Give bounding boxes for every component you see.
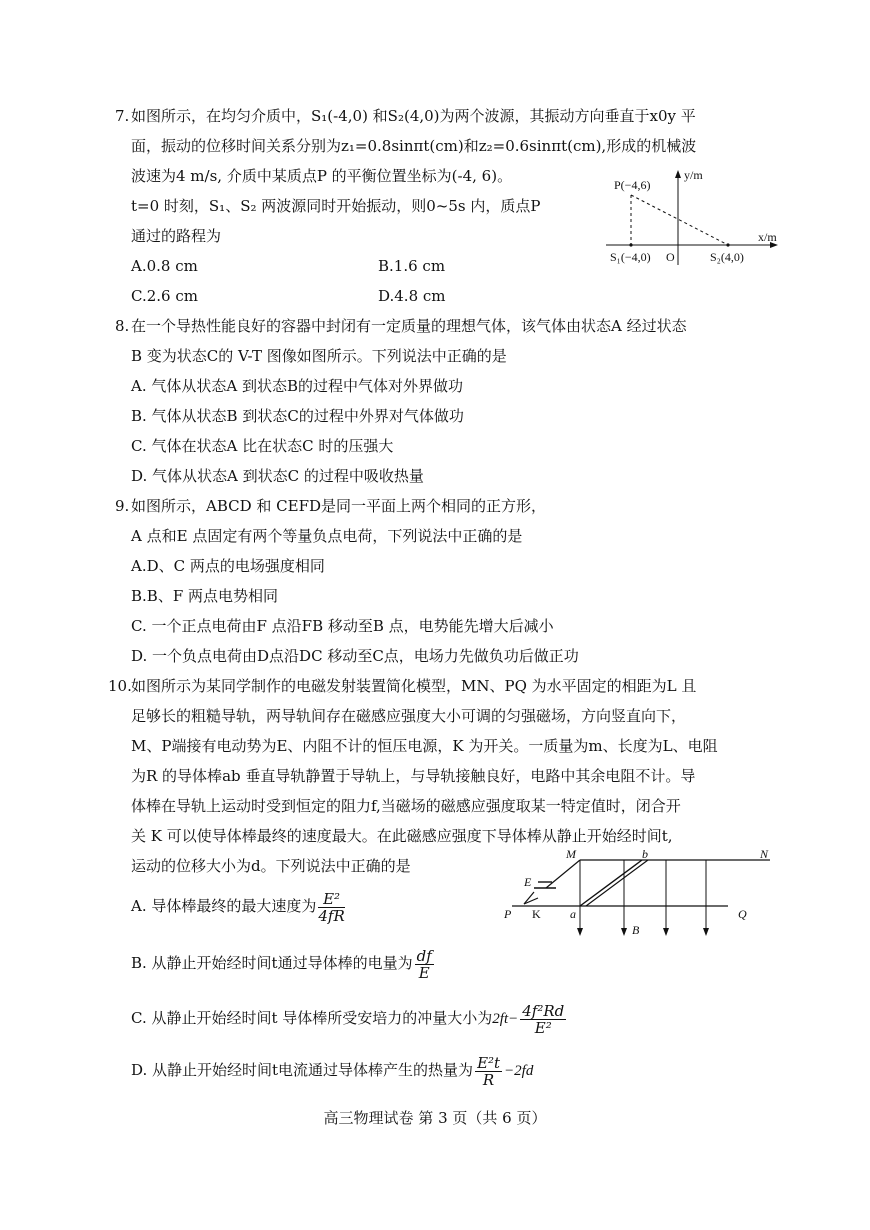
q10-option-a-text: A. 导体棒最终的最大速度为 [131,897,317,915]
q10-text-line-4: 为R 的导体棒ab 垂直导轨静置于导轨上，与导轨接触良好，电路中其余电阻不计。导 [131,767,696,785]
q10-option-d-numerator: E²t [477,1053,501,1072]
q10-label-b: b [642,847,648,861]
q7-text-line-1: 如图所示，在均匀介质中，S₁(-4,0) 和S₂(4,0)为两个波源，其振动方向垂直于x0y 平 [131,107,696,125]
q10-option-b-denominator: E [418,963,430,982]
q7-point-p-label: P(−4,6) [614,178,651,192]
q7-origin-label: O [666,250,675,264]
q10-option-c [131,1000,568,1037]
question-9-number: 9. [115,497,130,515]
q7-option-d: D.4.8 cm [378,287,446,305]
q10-label-a: a [570,907,576,921]
q10-option-a-denominator: 4fR [318,906,345,925]
q10-label-n: N [760,847,769,861]
q10-text-line-5: 体棒在导轨上运动时受到恒定的阻力f,当磁场的磁感应强度取某一特定值时，闭合开 [131,797,681,815]
q10-text-line-2: 足够长的粗糙导轨，两导轨间存在磁感应强度大小可调的匀强磁场，方向竖直向下， [131,707,687,725]
question-10-number: 10. [108,677,132,695]
q7-text-line-5: 通过的路程为 [131,227,222,245]
q10-option-c-numerator: 4f²Rd [522,1001,565,1020]
q7-text-line-2: 面，振动的位移时间关系分别为z₁=0.8sinπt(cm)和z₂=0.6sinπt(cm),形成的机械波 [131,137,697,155]
q9-option-b: B.B、F 两点电势相同 [131,587,278,605]
q10-rail-diagram [498,846,788,946]
q7-s1-label: S₁(−4,0) [610,250,651,264]
q10-label-m: M [566,847,576,861]
question-8-number: 8. [115,317,130,335]
q10-label-field-b: B [632,923,640,937]
q8-option-a: A. 气体从状态A 到状态B的过程中气体对外界做功 [131,377,463,395]
q10-text-line-3: M、P端接有电动势为E、内阻不计的恒压电源，K 为开关。一质量为m、长度为L、电阻 [131,737,718,755]
q7-text-line-3: 波速为4 m/s, 介质中某质点P 的平衡位置坐标为(-4, 6)。 [131,167,513,185]
q10-label-e: E [524,875,532,889]
q10-option-d-suffix: −2fd [504,1063,534,1079]
question-7-number: 7. [115,107,130,125]
q7-x-axis-label: x/m [758,230,777,244]
q8-option-c: C. 气体在状态A 比在状态C 时的压强大 [131,437,394,455]
q10-label-k: K [532,907,541,921]
q10-option-a-fraction [318,891,344,924]
q7-s2-label: S₂(4,0) [710,250,744,264]
q8-option-d: D. 气体从状态A 到状态C 的过程中吸收热量 [131,467,424,485]
q10-option-b-text: B. 从静止开始经时间t通过导体棒的电量为 [131,954,413,972]
q9-text-line-2: A 点和E 点固定有两个等量负点电荷，下列说法中正确的是 [131,527,523,545]
q9-option-d: D. 一个负点电荷由D点沿DC 移动至C点，电场力先做负功后做正功 [131,647,579,665]
q7-option-a: A.0.8 cm [131,257,198,275]
q8-option-b: B. 气体从状态B 到状态C的过程中外界对气体做功 [131,407,464,425]
q10-option-a-numerator: E² [318,891,344,908]
q10-option-c-prefix: 2ft− [492,1011,519,1027]
q10-text-line-1: 如图所示为某同学制作的电磁发射装置简化模型，MN、PQ 为水平固定的相距为L 且 [131,677,697,695]
q8-text-line-1: 在一个导热性能良好的容器中封闭有一定质量的理想气体，该气体由状态A 经过状态 [131,317,687,335]
q7-y-axis-label: y/m [684,168,703,182]
q10-option-c-fraction [520,1003,566,1036]
q10-text-line-6: 关 K 可以使导体棒最终的速度最大。在此磁感应强度下导体棒从静止开始经时间t, [131,827,673,845]
q9-option-c: C. 一个正点电荷由F 点沿FB 移动至B 点，电势能先增大后减小 [131,617,554,635]
q10-option-d-fraction [475,1055,502,1088]
q10-option-b-numerator: df [416,946,432,965]
q10-option-d [131,1052,533,1089]
q7-option-c: C.2.6 cm [131,287,198,305]
q7-option-b: B.1.6 cm [378,257,446,275]
q10-option-b [131,945,436,981]
q10-option-d-text: D. 从静止开始经时间t电流通过导体棒产生的热量为 [131,1061,474,1079]
q10-text-line-7: 运动的位移大小为d。下列说法中正确的是 [131,857,411,875]
q7-wave-diagram [598,165,788,275]
q10-label-q: Q [738,907,747,921]
page-footer: 高三物理试卷 第 3 页（共 6 页） [323,1109,547,1127]
q7-text-line-4: t=0 时刻，S₁、S₂ 两波源同时开始振动，则0~5s 内，质点P [131,197,541,215]
q10-option-a [131,888,347,924]
q8-text-line-2: B 变为状态C的 V-T 图像如图所示。下列说法中正确的是 [131,347,507,365]
q10-option-d-denominator: R [482,1070,495,1089]
q9-text-line-1: 如图所示，ABCD 和 CEFD是同一平面上两个相同的正方形， [131,497,547,515]
q10-label-p: P [504,907,512,921]
q10-option-c-denominator: E² [534,1018,552,1037]
q10-option-b-fraction [415,948,434,981]
q9-option-a: A.D、C 两点的电场强度相同 [131,557,325,575]
q10-option-c-text: C. 从静止开始经时间t 导体棒所受安培力的冲量大小为 [131,1009,493,1027]
